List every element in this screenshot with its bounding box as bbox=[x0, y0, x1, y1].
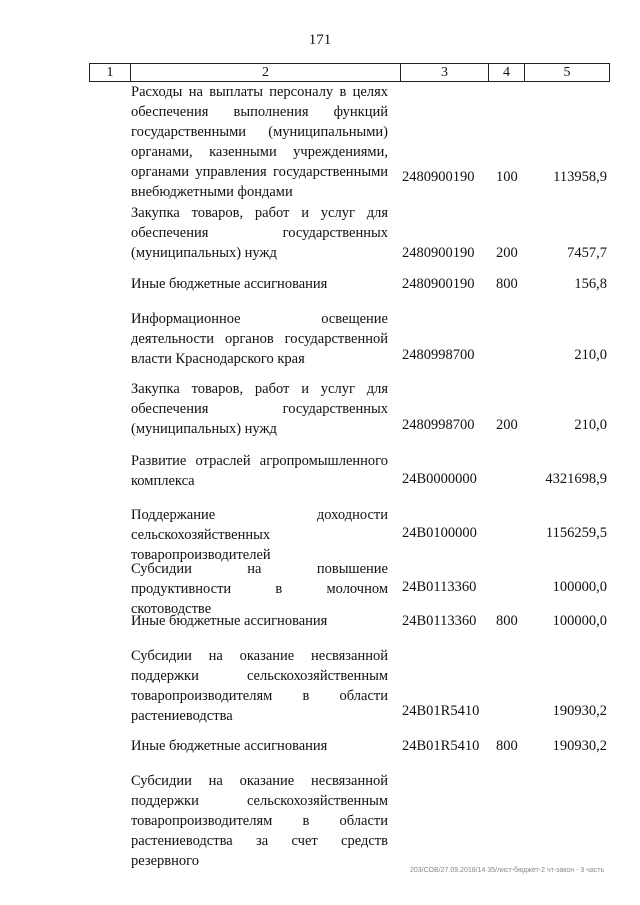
row-description: Закупка товаров, работ и услуг для обеспечения государственных (муниципальных) нужд bbox=[131, 205, 388, 261]
row-description: Информационное освещение деятельности органов государственной власти Краснодарского края bbox=[131, 311, 388, 367]
row-code: 2480900190 bbox=[402, 169, 475, 185]
document-footer: 203/СОВ/27.09.2018/14 35/лист-бюджет-2 чт-закон - 3 часть bbox=[410, 867, 605, 874]
table-row bbox=[0, 451, 640, 493]
row-amount: 100000,0 bbox=[552, 613, 607, 629]
row-description: Закупка товаров, работ и услуг для обеспечения государственных (муниципальных) нужд bbox=[131, 381, 388, 437]
row-description: Развитие отраслей агропромышленного комплекса bbox=[131, 453, 388, 489]
row-code: 24В0113360 bbox=[402, 579, 477, 595]
table-row bbox=[0, 379, 640, 441]
row-amount: 190930,2 bbox=[552, 703, 607, 719]
header-col-5: 5 bbox=[563, 65, 571, 80]
row-amount: 100000,0 bbox=[552, 579, 607, 595]
row-description: Субсидии на оказание несвязанной поддержки сельскохозяйственным товаропроизводителям в области растениеводства за счет средств резервного bbox=[131, 773, 388, 869]
row-description: Субсидии на повышение продуктивности в молочном скотоводстве bbox=[131, 561, 388, 617]
table-row bbox=[0, 309, 640, 371]
row-group: 200 bbox=[496, 245, 518, 261]
row-code: 2480900190 bbox=[402, 245, 475, 261]
row-amount: 1156259,5 bbox=[545, 525, 607, 541]
row-description: Иные бюджетные ассигнования bbox=[131, 738, 328, 754]
table-row bbox=[0, 203, 640, 273]
table-row bbox=[0, 82, 640, 200]
page-number: 171 bbox=[308, 32, 332, 48]
row-code: 24В01R5410 bbox=[402, 703, 480, 719]
header-col-1: 1 bbox=[90, 64, 131, 81]
row-group: 800 bbox=[496, 613, 518, 629]
row-amount: 210,0 bbox=[574, 347, 607, 363]
row-description: Иные бюджетные ассигнования bbox=[131, 613, 328, 629]
row-code: 24В0000000 bbox=[402, 471, 477, 487]
row-code: 2480998700 bbox=[402, 347, 475, 363]
row-amount: 4321698,9 bbox=[545, 471, 607, 487]
header-col-4: 4 bbox=[489, 64, 525, 81]
table-row bbox=[0, 736, 640, 758]
row-amount: 210,0 bbox=[574, 417, 607, 433]
row-description: Иные бюджетные ассигнования bbox=[131, 276, 328, 292]
table-row bbox=[0, 646, 640, 726]
row-amount: 156,8 bbox=[574, 276, 607, 292]
row-group: 800 bbox=[496, 276, 518, 292]
header-col-2: 2 bbox=[131, 64, 401, 81]
row-code: 24В0113360 bbox=[402, 613, 477, 629]
row-amount: 190930,2 bbox=[552, 738, 607, 754]
row-description: Субсидии на оказание несвязанной поддержки сельскохозяйственным товаропроизводителям в области растениеводства bbox=[131, 648, 388, 724]
row-group: 100 bbox=[496, 169, 518, 185]
table-row bbox=[0, 274, 640, 296]
row-code: 24В0100000 bbox=[402, 525, 477, 541]
header-col-3: 3 bbox=[401, 64, 489, 81]
row-code: 2480900190 bbox=[402, 276, 475, 292]
table-header bbox=[89, 63, 610, 82]
table-row bbox=[0, 611, 640, 633]
table-row bbox=[0, 771, 640, 869]
row-description: Расходы на выплаты персоналу в целях обеспечения выполнения функций государственными (муниципальными) органами, казенными учреждениями, органами управления государственными внебюджетными фондами bbox=[131, 84, 388, 200]
row-amount: 113958,9 bbox=[553, 169, 607, 185]
row-group: 800 bbox=[496, 738, 518, 754]
row-code: 2480998700 bbox=[402, 417, 475, 433]
table-row bbox=[0, 559, 640, 617]
table-row bbox=[0, 505, 640, 563]
row-description: Поддержание доходности сельскохозяйственных товаропроизводителей bbox=[131, 507, 388, 563]
row-code: 24В01R5410 bbox=[402, 738, 480, 754]
row-amount: 7457,7 bbox=[567, 245, 607, 261]
row-group: 200 bbox=[496, 417, 518, 433]
